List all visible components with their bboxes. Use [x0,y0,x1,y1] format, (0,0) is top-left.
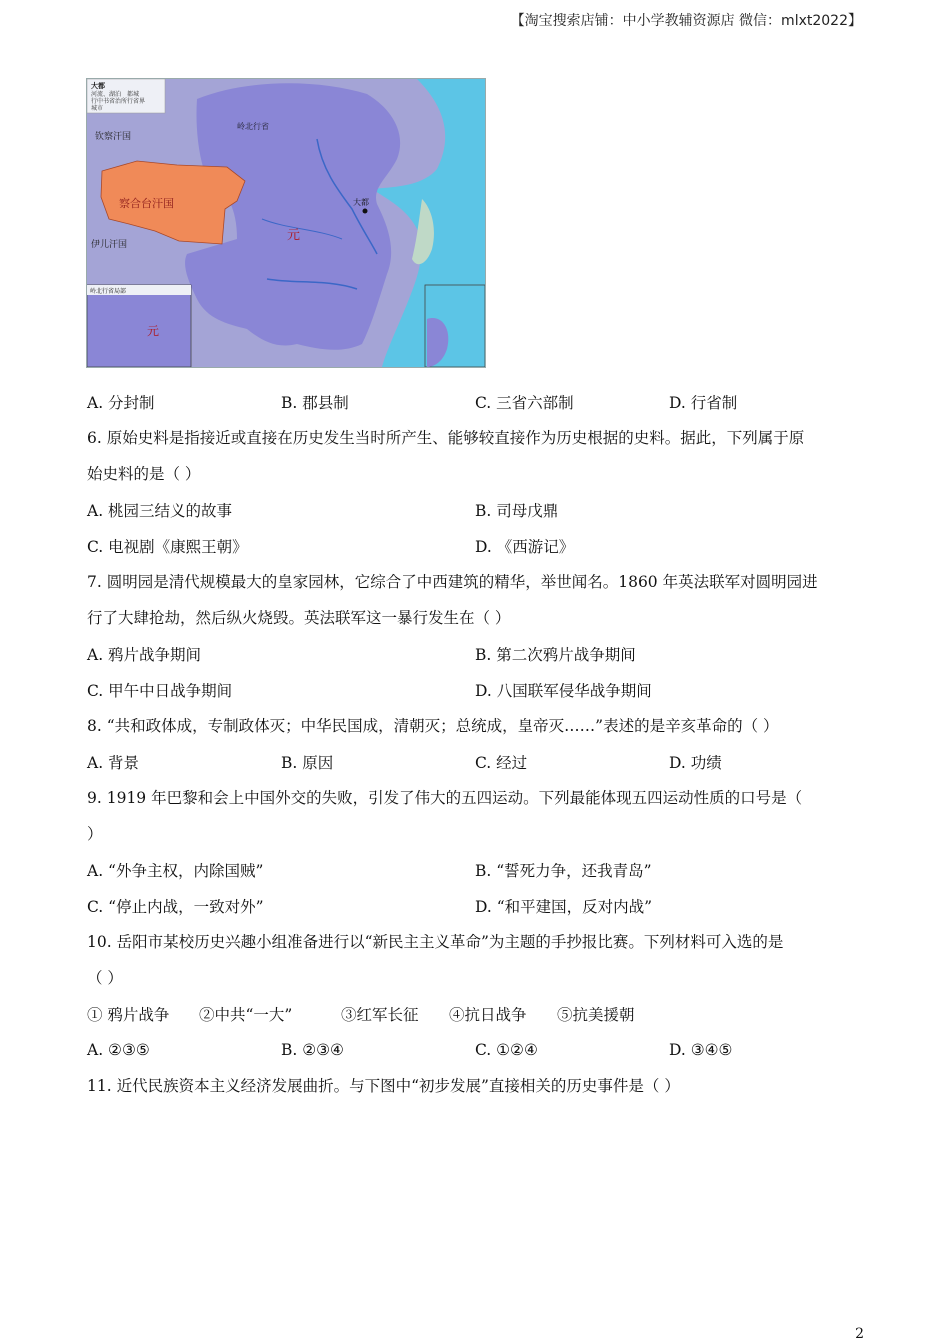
item-4: ④抗日战争 [449,1006,527,1024]
option-d[interactable]: D. “和平建国，反对内战” [475,898,653,916]
item-5: ⑤抗美援朝 [557,1006,635,1024]
q7-stem-line1: 7. 圆明园是清代规模最大的皇家园林，它综合了中西建筑的精华，举世闻名。1860 年英法联军对圆明园进 [87,573,818,591]
option-b[interactable]: B. “誓死力争，还我青岛” [475,862,652,880]
map-legend-border: 行省界 [127,98,146,105]
page-number: 2 [855,1326,864,1342]
q8-stem: 8. “共和政体成，专制政体灭；中华民国成，清朝灭；总统成，皇帝灭……”表述的是辛亥革命的（ ） [87,717,779,735]
option-b[interactable]: B. 郡县制 [281,394,349,412]
label-lingbei: 岭北行省 [237,122,269,131]
map-legend-ducheng: 都城 [127,91,140,98]
option-c[interactable]: C. 三省六部制 [475,394,574,412]
dadu-marker [363,209,368,214]
q11-stem: 11. 近代民族资本主义经济发展曲折。与下图中“初步发展”直接相关的历史事件是（ ） [87,1077,680,1095]
q7-stem-line2: 行了大肆抢劫，然后纵火烧毁。英法联军这一暴行发生在（ ） [87,609,511,627]
option-d[interactable]: D. 《西游记》 [475,538,575,556]
q10-stem-line1: 10. 岳阳市某校历史兴趣小组准备进行以“新民主主义革命”为主题的手抄报比赛。下列材料可入选的是 [87,933,784,951]
label-chagatai: 察合台汗国 [119,197,174,210]
option-a[interactable]: A. ②③⑤ [87,1041,150,1059]
option-d[interactable]: D. 行省制 [669,394,738,412]
map-legend-seat: 行中书省治所 [91,98,128,105]
label-qincha: 钦察汗国 [95,132,132,142]
q6-stem-line1: 6. 原始史料是指接近或直接在历史发生当时所产生、能够较直接作为历史根据的史料。据此，下列属于原 [87,429,805,447]
option-d[interactable]: D. 八国联军侵华战争期间 [475,682,652,700]
q6-options-row1 [87,492,863,528]
option-b[interactable]: B. 第二次鸦片战争期间 [475,646,636,664]
q7-options-row1 [87,636,863,672]
q9-stem-line1: 9. 1919 年巴黎和会上中国外交的失败，引发了伟大的五四运动。下列最能体现五四运动性质的口号是（ [87,789,803,807]
q10-items [87,996,863,1032]
question-content [87,384,863,1104]
option-b[interactable]: B. 司母戊鼎 [475,502,559,520]
q6-stem-line2: 始史料的是（ ） [87,465,201,483]
q10-stem-line2: （ ） [87,969,123,987]
option-a[interactable]: A. “外争主权，内除国贼” [87,862,264,880]
map-legend-city: 城市 [91,105,104,112]
q9-options-row2 [87,888,863,924]
header-note: 【淘宝搜索店铺：中小学教辅资源店 微信：mlxt2022】 [510,13,862,29]
q9-options-row1 [87,852,863,888]
option-c[interactable]: C. 经过 [475,754,528,772]
option-a[interactable]: A. 鸦片战争期间 [87,646,202,664]
label-yuan: 元 [287,228,301,243]
item-3: ③红军长征 [341,1006,419,1024]
q10-options [87,1032,863,1068]
q9-stem-line2: ） [87,825,103,843]
inset-title: 岭北行省局部 [90,288,127,295]
option-a[interactable]: A. 分封制 [87,394,155,412]
q5-options [87,384,863,420]
option-a[interactable]: A. 背景 [87,754,140,772]
q7-options-row2 [87,672,863,708]
q6-options-row2 [87,528,863,564]
label-dadu: 大都 [353,198,369,207]
option-c[interactable]: C. 甲午中日战争期间 [87,682,233,700]
option-d[interactable]: D. 功绩 [669,754,722,772]
option-c[interactable]: C. 电视剧《康熙王朝》 [87,538,248,556]
option-c[interactable]: C. “停止内战，一致对外” [87,898,264,916]
option-a[interactable]: A. 桃园三结义的故事 [87,502,233,520]
map-legend-capital: 大都 [91,82,105,90]
inset-yuan: 元 [147,324,160,338]
yuan-dynasty-map [86,78,486,368]
option-d[interactable]: D. ③④⑤ [669,1041,733,1059]
label-ilkhan: 伊儿汗国 [91,240,128,250]
option-b[interactable]: B. 原因 [281,754,334,772]
item-2: ②中共“一大” [199,1006,293,1024]
map-legend-river: 河流、湖泊 [91,91,122,98]
option-b[interactable]: B. ②③④ [281,1041,344,1059]
option-c[interactable]: C. ①②④ [475,1041,538,1059]
q8-options [87,744,863,780]
item-1: ① 鸦片战争 [87,1006,170,1024]
